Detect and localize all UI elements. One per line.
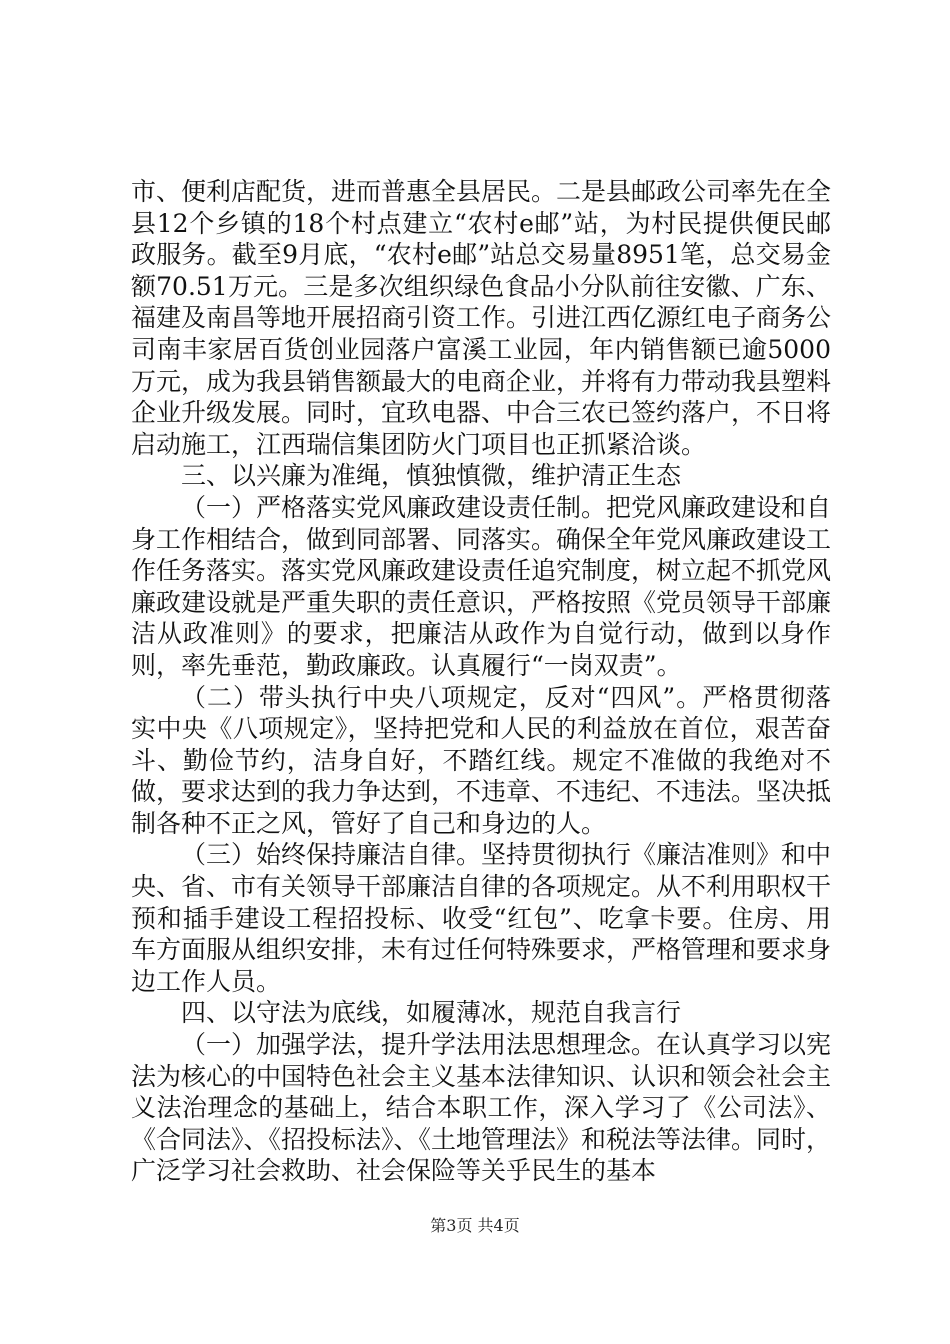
paragraph-ecommerce-continuation: 市、便利店配货，进而普惠全县居民。二是县邮政公司率先在全县12个乡镇的18个村点建立“农村e邮”站，为村民提供便民邮政服务。截至9月底，“农村e邮”站总交易量8951笔，总交易金额70.51万元。三是多次组织绿色食品小分队前往安徽、广东、福建及南昌等地开展招商引资工作。引进江西亿源红电子商务公司南丰家居百货创业园落户富溪工业园，年内销售额已逾5000万元，成为我县销售额最大的电商企业，并将有力带动我县塑料企业升级发展。同时，宜玖电器、中合三农已签约落户，不日将启动施工，江西瑞信集团防火门项目也正抓紧洽谈。 <box>131 177 832 459</box>
document-body <box>131 176 831 1187</box>
section-heading-integrity: 三、以兴廉为准绳，慎独慎微，维护清正生态 <box>181 461 682 491</box>
page-footer: 第3页 共4页 <box>430 1216 520 1235</box>
section-heading-law: 四、以守法为底线，如履薄冰，规范自我言行 <box>181 998 682 1028</box>
paragraph-study-law: （一）加强学法，提升学法用法思想理念。在认真学习以宪法为核心的中国特色社会主义基本法律知识、认识和领会社会主义法治理念的基础上，结合本职工作，深入学习了《公司法》、《合同法》、《招投标法》、《土地管理法》和税法等法律。同时，广泛学习社会救助、社会保险等关乎民生的基本 <box>131 1030 832 1186</box>
paragraph-responsibility-system: （一）严格落实党风廉政建设责任制。把党风廉政建设和自身工作相结合，做到同部署、同落实。确保全年党风廉政建设工作任务落实。落实党风廉政建设责任追究制度，树立起不抓党风廉政建设就是严重失职的责任意识，严格按照《党员领导干部廉洁从政准则》的要求，把廉洁从政作为自觉行动，做到以身作则，率先垂范，勤政廉政。认真履行“一岗双责”。 <box>131 492 832 680</box>
paragraph-eight-rules: （二）带头执行中央八项规定，反对“四风”。严格贯彻落实中央《八项规定》，坚持把党和人民的利益放在首位，艰苦奋斗、勤俭节约，洁身自好，不踏红线。规定不准做的我绝对不做，要求达到的我力争达到，不违章、不违纪、不违法。坚决抵制各种不正之风，管好了自己和身边的人。 <box>131 682 832 838</box>
paragraph-self-discipline: （三）始终保持廉洁自律。坚持贯彻执行《廉洁准则》和中央、省、市有关领导干部廉洁自律的各项规定。从不利用职权干预和插手建设工程招投标、收受“红包”、吃拿卡要。住房、用车方面服从组织安排，未有过任何特殊要求，严格管理和要求身边工作人员。 <box>131 840 832 996</box>
